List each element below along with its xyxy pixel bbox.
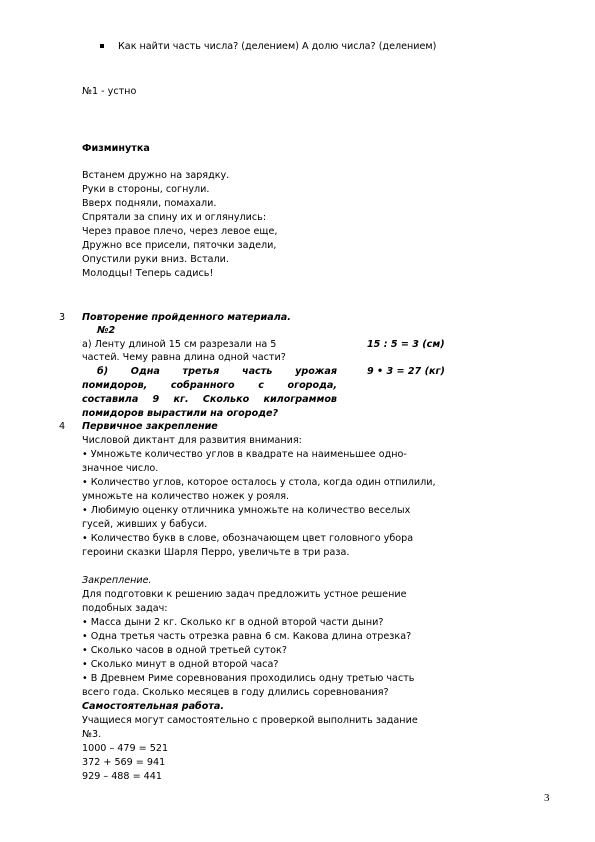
dictation-line: • Любимую оценку отличника умножьте на количество веселых [82,505,411,516]
dictation-line: умножьте на количество ножек у рояля. [82,491,290,502]
reinforcement-line: Для подготовки к решению задач предложить устное решение [82,589,407,600]
reinforcement-line: • Сколько минут в одной второй часа? [82,659,279,670]
poem-line: Встанем дружно на зарядку. [82,170,230,181]
poem-line: Руки в стороны, согнули. [82,184,210,195]
fizminutka-title: Физминутка [82,143,150,154]
dictation-line: Числовой диктант для развития внимания: [82,435,302,446]
problem-b-line: помидоров, собранного с огорода, [82,380,337,391]
poem-line: Молодцы! Теперь садись! [82,268,214,279]
reinforcement-line: всего года. Сколько месяцев в году длились соревнования? [82,687,389,698]
section-4-title: Первичное закрепление [82,421,218,432]
task-1-label: №1 - устно [82,86,137,97]
problem-b-answer: 9 • 3 = 27 (кг) [367,366,445,377]
problem-a-line: а) Ленту длиной 15 см разрезали на 5 [82,339,277,350]
page-number: 3 [544,792,550,804]
problem-b-line: б) Одна третья часть урожая [97,366,337,377]
equation-line: 929 – 488 = 441 [82,771,162,782]
section-number-3: 3 [59,312,66,323]
problem-b-line: составила 9 кг. Сколько килограммов [82,394,337,405]
dictation-line: гусей, живших у бабуси. [82,519,208,530]
reinforcement-line: • Масса дыни 2 кг. Сколько кг в одной второй части дыни? [82,617,384,628]
dictation-line: значное число. [82,463,159,474]
equation-line: 1000 – 479 = 521 [82,743,169,754]
reinforcement-line: • Сколько часов в одной третьей суток? [82,645,287,656]
independent-work-line: №3. [82,729,102,740]
problem-a-line: частей. Чему равна длина одной части? [82,352,286,363]
dictation-line: • Количество букв в слове, обозначающем цвет головного убора [82,533,414,544]
reinforcement-title: Закрепление. [82,575,152,586]
poem-line: Через правое плечо, через левое еще, [82,226,278,237]
problem-a-answer: 15 : 5 = 3 (см) [367,339,445,350]
section-number-4: 4 [59,421,66,432]
section-3-title: Повторение пройденного материала. [82,312,291,323]
equation-line: 372 + 569 = 941 [82,757,166,768]
independent-work-title: Самостоятельная работа. [82,701,225,712]
poem-line: Вверх подняли, помахали. [82,198,217,209]
bullet-question: Как найти часть числа? (делением) А долю числа? (делением) [118,41,437,52]
independent-work-line: Учащиеся могут самостоятельно с проверкой выполнить задание [82,715,418,726]
reinforcement-line: • Одна третья часть отрезка равна 6 см. Какова длина отрезка? [82,631,412,642]
poem-line: Дружно все присели, пяточки задели, [82,240,277,251]
reinforcement-line: • В Древнем Риме соревнования проходились одну третью часть [82,673,415,684]
dictation-line: • Количество углов, которое осталось у стола, когда один отпилили, [82,477,436,488]
poem-line: Спрятали за спину их и оглянулись: [82,212,267,223]
problem-b-line: помидоров вырастили на огороде? [82,408,279,419]
reinforcement-line: подобных задач: [82,603,168,614]
bullet-marker [100,44,104,48]
poem-line: Опустили руки вниз. Встали. [82,254,229,265]
dictation-line: героини сказки Шарля Перро, увеличьте в три раза. [82,547,350,558]
task-2-label: №2 [97,325,116,336]
dictation-line: • Умножьте количество углов в квадрате на наименьшее одно- [82,449,407,460]
